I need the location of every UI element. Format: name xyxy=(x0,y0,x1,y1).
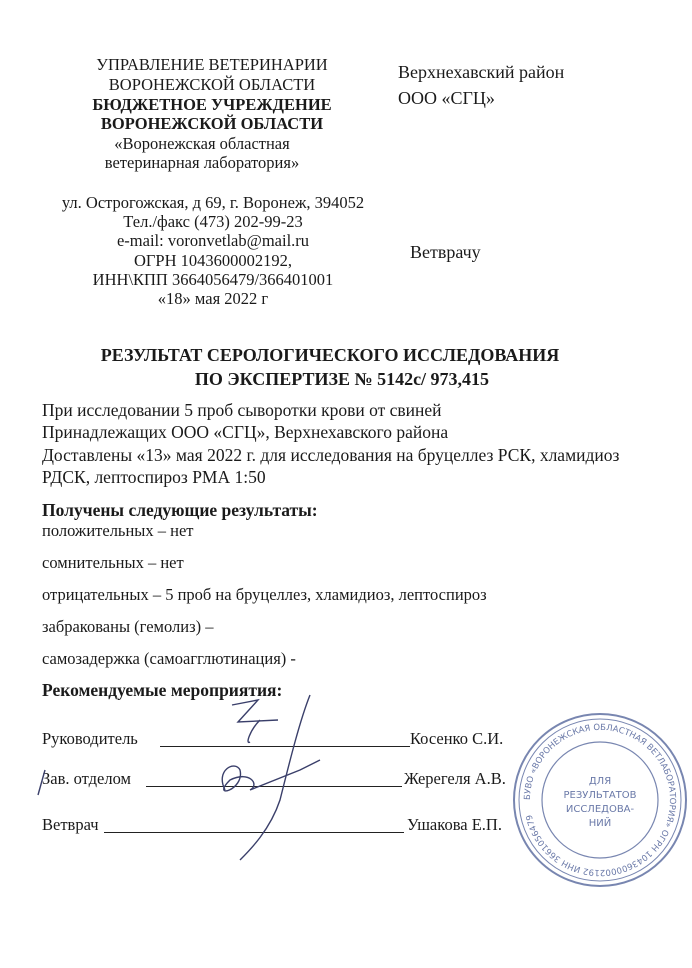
signature-name: Жерегеля А.В. xyxy=(404,769,506,788)
result-line: отрицательных – 5 проб на бруцеллез, хламидиоз, лептоспироз xyxy=(42,585,487,604)
signature-role: Зав. отделом xyxy=(42,769,131,788)
stamp-outer-text: БУВО «ВОРОНЕЖСКАЯ ОБЛАСТНАЯ ВЕТЛАБОРАТОРИЯ» ОГРН 1043600002192 ИНН 3661056479 xyxy=(522,722,678,878)
results-heading: Получены следующие результаты: xyxy=(42,500,318,520)
result-line: самозадержка (самоагглютинация) - xyxy=(42,649,296,668)
recipient-to: Ветврачу xyxy=(410,242,481,262)
signature-name: Ушакова Е.П. xyxy=(407,815,502,834)
result-line: сомнительных – нет xyxy=(42,553,184,572)
sender-ogrn: ОГРН 1043600002192, xyxy=(133,251,293,270)
sender-line: ВОРОНЕЖСКОЙ ОБЛАСТИ xyxy=(100,114,324,133)
recommend-heading: Рекомендуемые мероприятия: xyxy=(42,680,283,700)
recipient-district: Верхнехавский район xyxy=(398,62,565,82)
sender-email: e-mail: voronvetlab@mail.ru xyxy=(116,231,310,250)
recipient-org: ООО «СГЦ» xyxy=(398,88,495,108)
sender-inn: ИНН\КПП 3664056479/366401001 xyxy=(92,270,334,289)
sender-address: ул. Острогожская, д 69, г. Воронеж, 394052 xyxy=(61,193,365,212)
body-line: При исследовании 5 проб сыворотки крови от свиней xyxy=(42,400,442,420)
sender-line: ВОРОНЕЖСКОЙ ОБЛАСТИ xyxy=(108,75,316,94)
stamp-inner-text: НИЙ xyxy=(588,818,612,829)
stamp-inner-text: РЕЗУЛЬТАТОВ xyxy=(563,790,637,801)
body-line: Принадлежащих ООО «СГЦ», Верхнехавского района xyxy=(42,422,449,442)
document-subtitle: ПО ЭКСПЕРТИЗЕ № 5142с/ 973,415 xyxy=(194,369,490,389)
result-line: положительных – нет xyxy=(42,521,194,540)
sender-line: БЮДЖЕТНОЕ УЧРЕЖДЕНИЕ xyxy=(92,95,332,114)
signature-role: Ветврач xyxy=(42,815,99,834)
body-line: Доставлены «13» мая 2022 г. для исследования на бруцеллез РСК, хламидиоз xyxy=(42,445,620,465)
sender-line: ветеринарная лаборатория» xyxy=(104,153,300,172)
signature-mark xyxy=(232,700,278,722)
sender-line: УПРАВЛЕНИЕ ВЕТЕРИНАРИИ xyxy=(96,55,328,74)
signature-mark xyxy=(248,720,260,742)
stamp-inner-text: ИССЛЕДОВА- xyxy=(565,804,635,815)
signature-mark xyxy=(222,760,320,791)
signature-mark xyxy=(38,770,45,795)
stamp-inner-text: ДЛЯ xyxy=(588,776,612,787)
body-line: РДСК, лептоспироз РМА 1:50 xyxy=(42,467,266,487)
result-line: забракованы (гемолиз) – xyxy=(42,617,214,636)
document-date: «18» мая 2022 г xyxy=(157,289,269,308)
document-title: РЕЗУЛЬТАТ СЕРОЛОГИЧЕСКОГО ИССЛЕДОВАНИЯ xyxy=(100,345,560,365)
sender-line: «Воронежская областная xyxy=(114,134,290,153)
signature-role: Руководитель xyxy=(42,729,138,748)
sender-phone: Тел./факс (473) 202-99-23 xyxy=(123,212,303,231)
signature-name: Косенко С.И. xyxy=(410,729,504,748)
